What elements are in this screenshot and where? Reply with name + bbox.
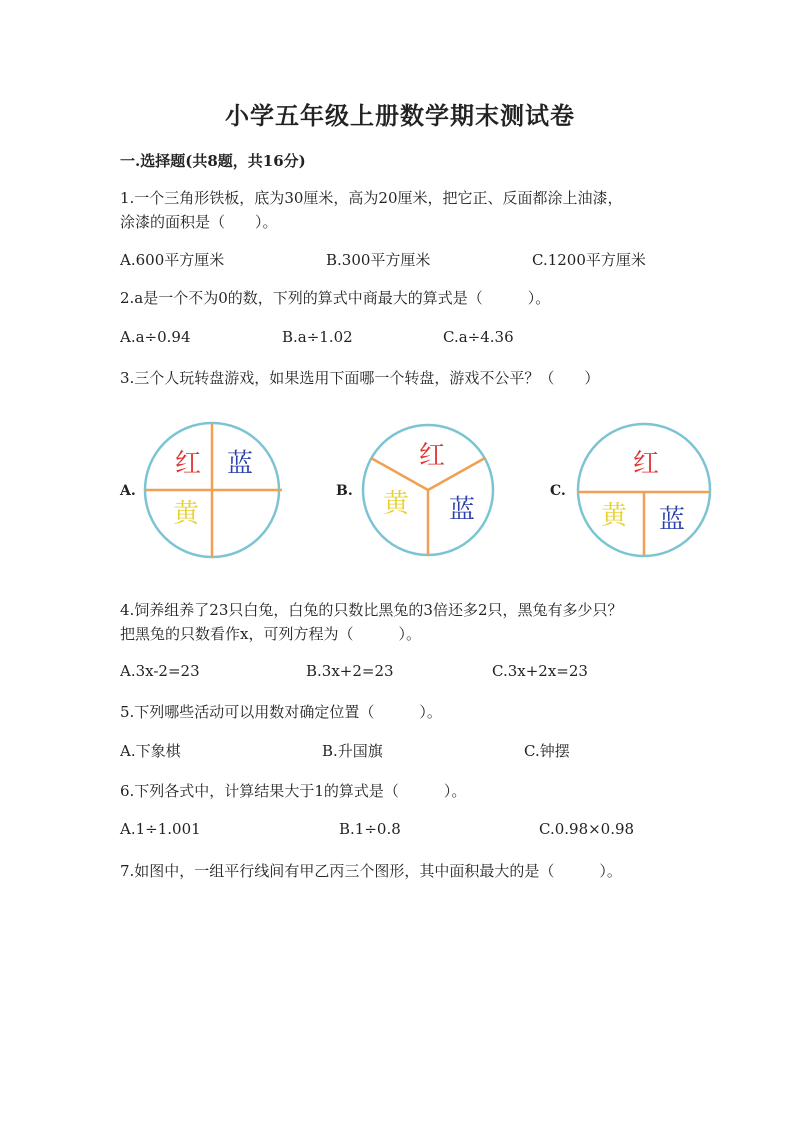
q1-option-b: B.300平方厘米 [326, 251, 431, 269]
q1-option-a: A.600平方厘米 [120, 251, 225, 269]
question-5 [120, 700, 700, 724]
q5-option-a: A.下象棋 [120, 742, 181, 760]
question-6-line-1: 6.下列各式中，计算结果大于1的算式是（ ）。 [120, 782, 467, 800]
wheel-a-blue: 蓝 [226, 449, 254, 479]
question-4-line-2: 把黑兔的只数看作x，可列方程为（ ）。 [120, 625, 421, 643]
wheel-b-blue: 蓝 [448, 495, 476, 525]
wheel-c-yellow: 黄 [600, 501, 628, 531]
wheel-c-red: 红 [632, 449, 660, 479]
spinner-b [358, 418, 508, 560]
q6-option-b: B.1÷0.8 [339, 820, 401, 838]
spinner-a [142, 418, 292, 560]
q6-option-c: C.0.98×0.98 [539, 820, 635, 838]
wheel-a-yellow: 黄 [172, 499, 200, 529]
q5-option-b: B.升国旗 [322, 742, 383, 760]
question-6 [120, 779, 700, 803]
question-4-line-1: 4.饲养组养了23只白兔，白兔的只数比黑兔的3倍还多2只，黑兔有多少只？ [120, 601, 623, 619]
question-2-line-1: 2.a是一个不为0的数，下列的算式中商最大的算式是（ ）。 [120, 289, 551, 307]
q2-option-c: C.a÷4.36 [443, 328, 514, 346]
q4-option-b: B.3x+2=23 [306, 662, 394, 680]
q4-option-a: A.3x-2=23 [120, 662, 200, 680]
spinner-figures [110, 418, 730, 568]
page-title: 小学五年级上册数学期末测试卷 [225, 101, 575, 130]
q5-option-c: C.钟摆 [524, 742, 570, 760]
question-1-line-1: 1.一个三角形铁板，底为30厘米，高为20厘米，把它正、反面都涂上油漆， [120, 189, 623, 207]
question-7 [120, 859, 700, 883]
question-5-line-1: 5.下列哪些活动可以用数对确定位置（ ）。 [120, 703, 442, 721]
wheel-a-red: 红 [174, 449, 202, 479]
question-3-line-1: 3.三个人玩转盘游戏，如果选用下面哪一个转盘，游戏不公平？（ ） [120, 369, 600, 387]
spinner-c [572, 418, 722, 560]
q1-option-c: C.1200平方厘米 [532, 251, 646, 269]
wheel-c-blue: 蓝 [658, 505, 686, 535]
wheel-c-label: C. [550, 483, 566, 499]
question-7-line-1: 7.如图中，一组平行线间有甲乙丙三个图形，其中面积最大的是（ ）。 [120, 862, 622, 880]
question-4 [120, 598, 700, 646]
question-3 [120, 366, 700, 390]
question-1-line-2: 涂漆的面积是（ ）。 [120, 213, 278, 231]
question-1 [120, 186, 700, 234]
wheel-b-red: 红 [418, 441, 446, 471]
q4-option-c: C.3x+2x=23 [492, 662, 588, 680]
wheel-a-label: A. [120, 483, 136, 499]
q2-option-b: B.a÷1.02 [282, 328, 353, 346]
section-heading: 一.选择题(共8题，共16分) [120, 152, 306, 170]
question-2 [120, 286, 700, 310]
q2-option-a: A.a÷0.94 [120, 328, 191, 346]
q6-option-a: A.1÷1.001 [120, 820, 201, 838]
wheel-b-yellow: 黄 [382, 489, 410, 519]
wheel-b-label: B. [336, 483, 353, 499]
